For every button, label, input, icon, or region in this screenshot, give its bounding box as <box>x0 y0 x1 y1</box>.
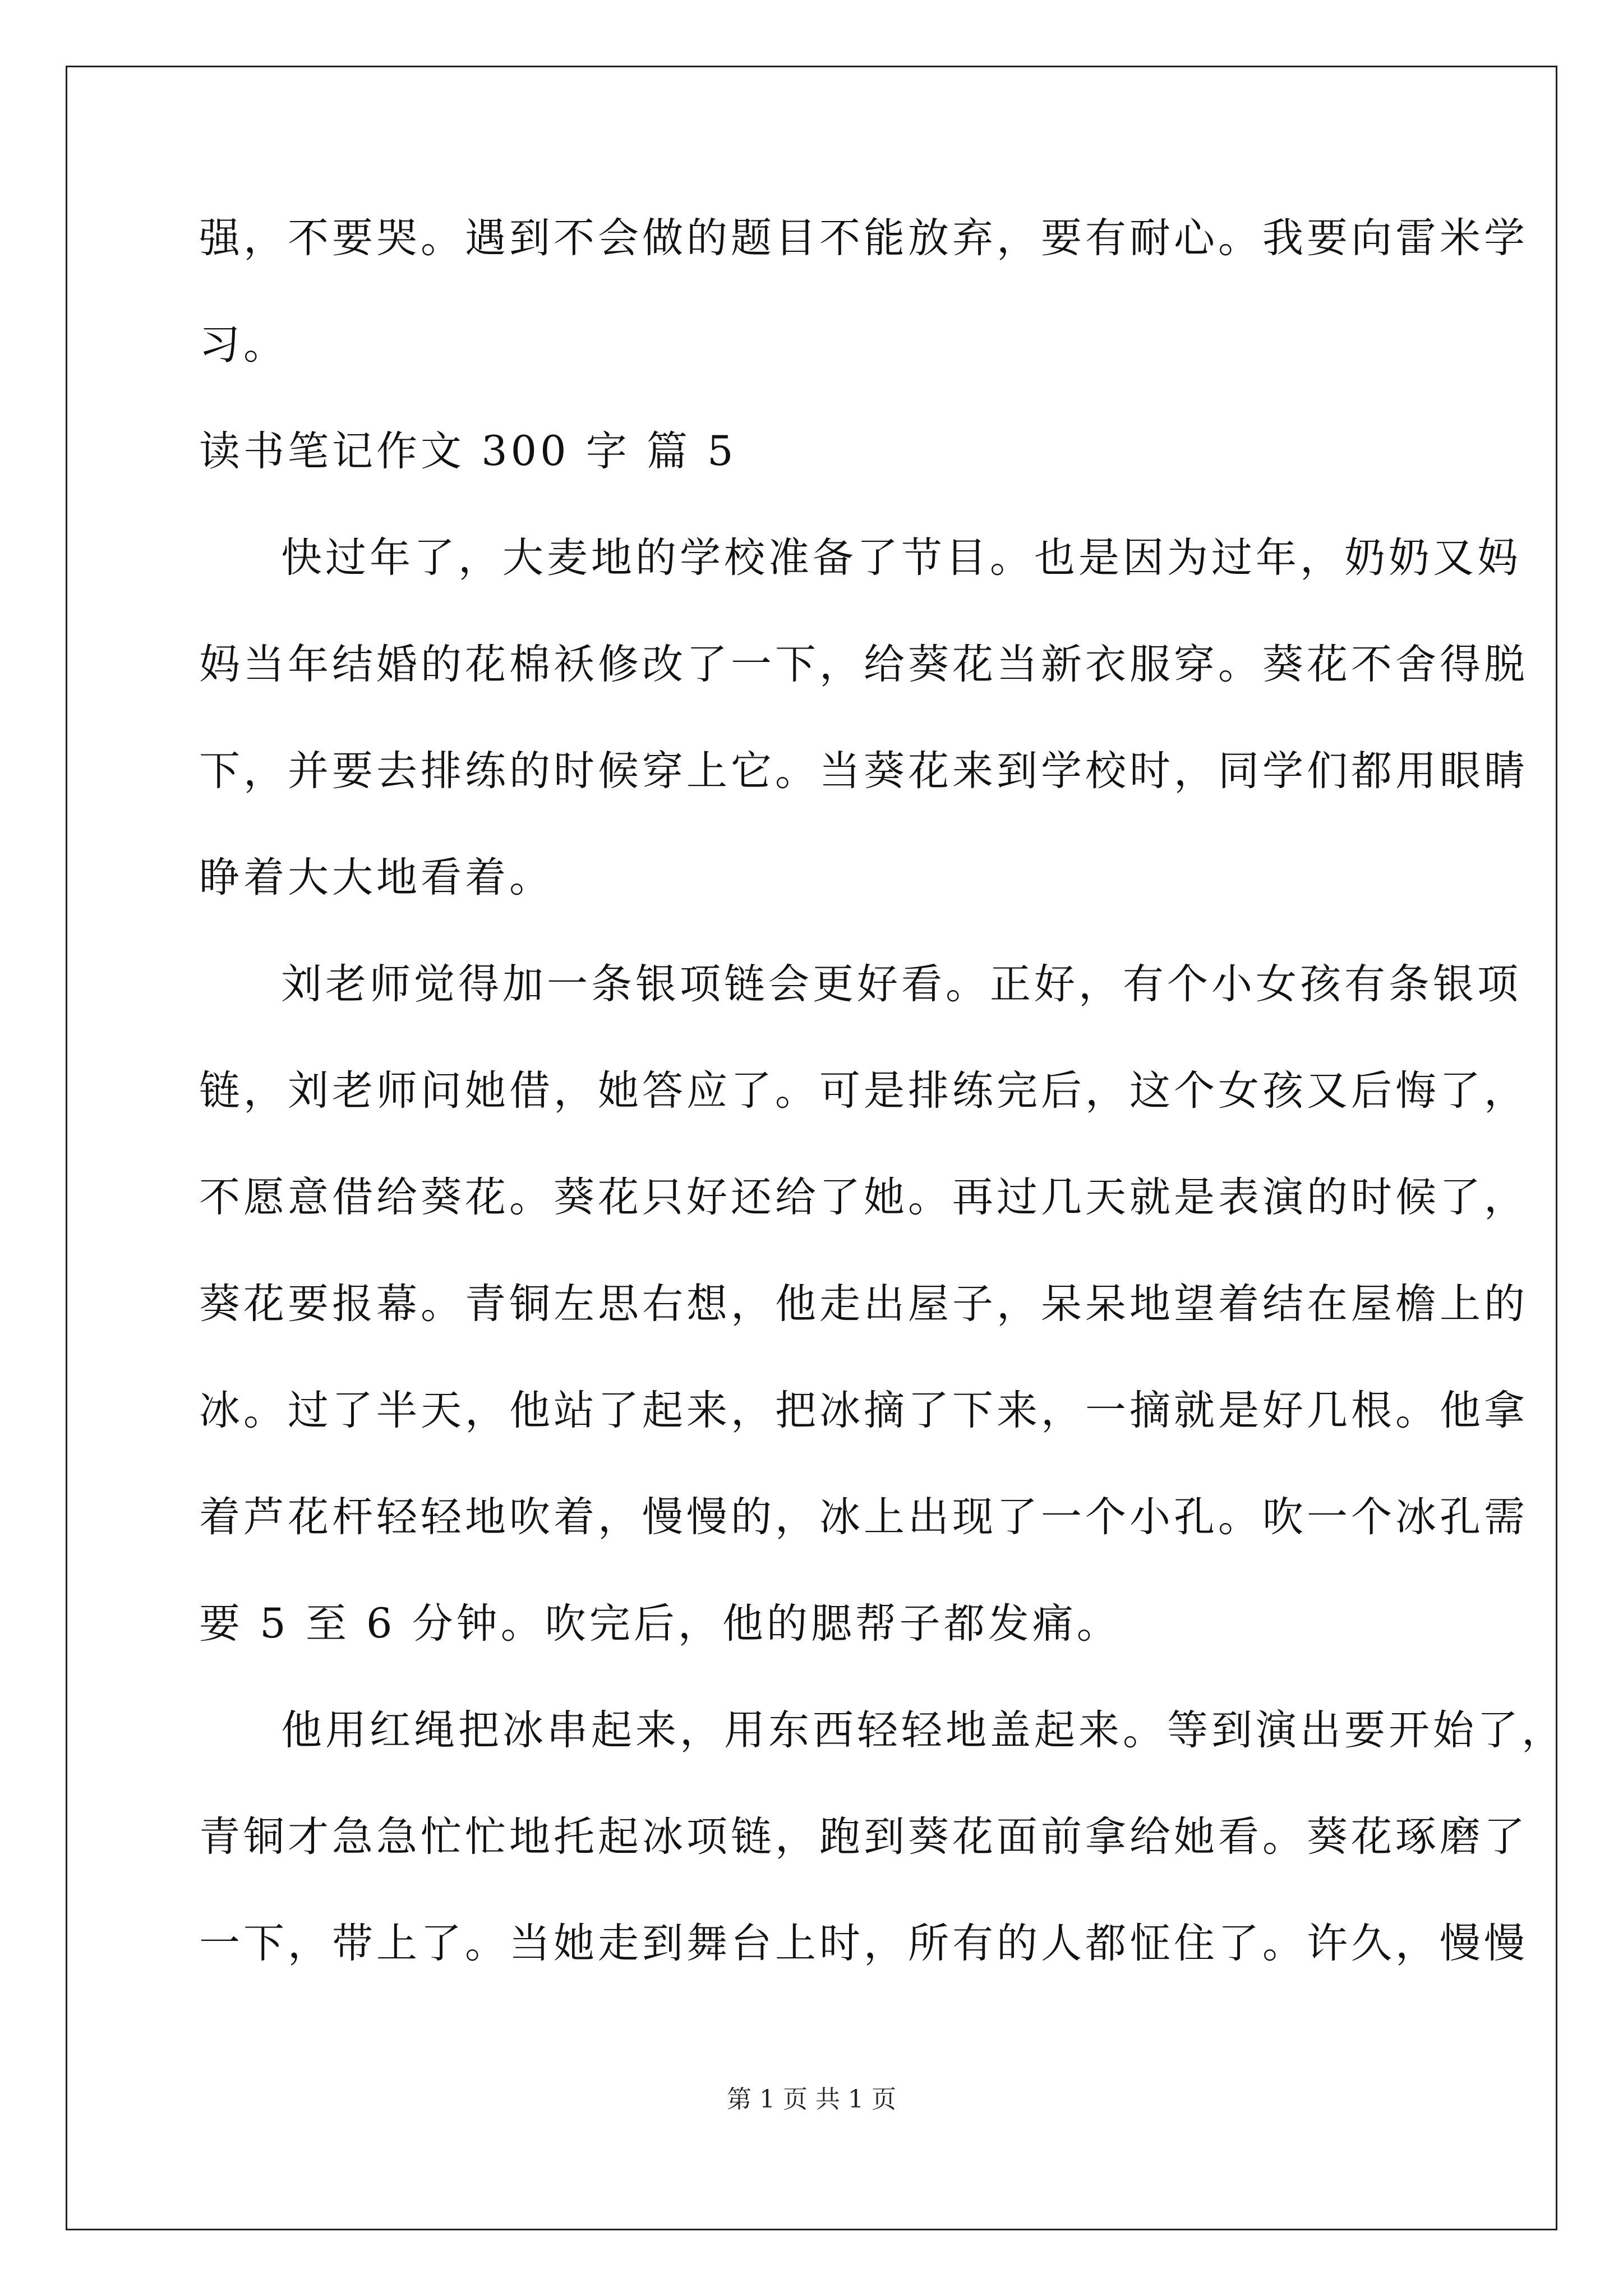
paragraph-line: 要 5 至 6 分钟。吹完后，他的腮帮子都发痛。 <box>199 1600 1121 1648</box>
paragraph-line: 不愿意借给葵花。葵花只好还给了她。再过几天就是表演的时候了， <box>199 1174 1528 1221</box>
section-heading: 读书笔记作文 300 字 篇 5 <box>199 427 737 475</box>
paragraph-line: 着芦花杆轻轻地吹着，慢慢的，冰上出现了一个小孔。吹一个冰孔需 <box>199 1493 1528 1541</box>
page-number-footer: 第 1 页 共 1 页 <box>727 2085 896 2114</box>
paragraph-line: 链，刘老师问她借，她答应了。可是排练完后，这个女孩又后悔了， <box>199 1067 1528 1115</box>
page-border <box>66 66 1557 2230</box>
paragraph-line: 一下，带上了。当她走到舞台上时，所有的人都怔住了。许久，慢慢 <box>199 1920 1528 1967</box>
paragraph-line: 习。 <box>199 321 288 369</box>
paragraph-line: 他用红绳把冰串起来，用东西轻轻地盖起来。等到演出要开始了， <box>281 1706 1566 1754</box>
paragraph-line: 下，并要去排练的时候穿上它。当葵花来到学校时，同学们都用眼睛 <box>199 747 1528 795</box>
paragraph-line: 青铜才急急忙忙地托起冰项链，跑到葵花面前拿给她看。葵花琢磨了 <box>199 1813 1528 1861</box>
paragraph-line: 睁着大大地看着。 <box>199 854 554 901</box>
paragraph-line: 冰。过了半天，他站了起来，把冰摘了下来，一摘就是好几根。他拿 <box>199 1387 1528 1434</box>
paragraph-line: 妈当年结婚的花棉袄修改了一下，给葵花当新衣服穿。葵花不舍得脱 <box>199 641 1528 688</box>
paragraph-line: 快过年了，大麦地的学校准备了节目。也是因为过年，奶奶又妈 <box>281 534 1521 582</box>
paragraph-line: 葵花要报幕。青铜左思右想，他走出屋子，呆呆地望着结在屋檐上的 <box>199 1280 1528 1328</box>
paragraph-line: 强，不要哭。遇到不会做的题目不能放弃，要有耐心。我要向雷米学 <box>199 214 1528 262</box>
paragraph-line: 刘老师觉得加一条银项链会更好看。正好，有个小女孩有条银项 <box>281 960 1521 1008</box>
